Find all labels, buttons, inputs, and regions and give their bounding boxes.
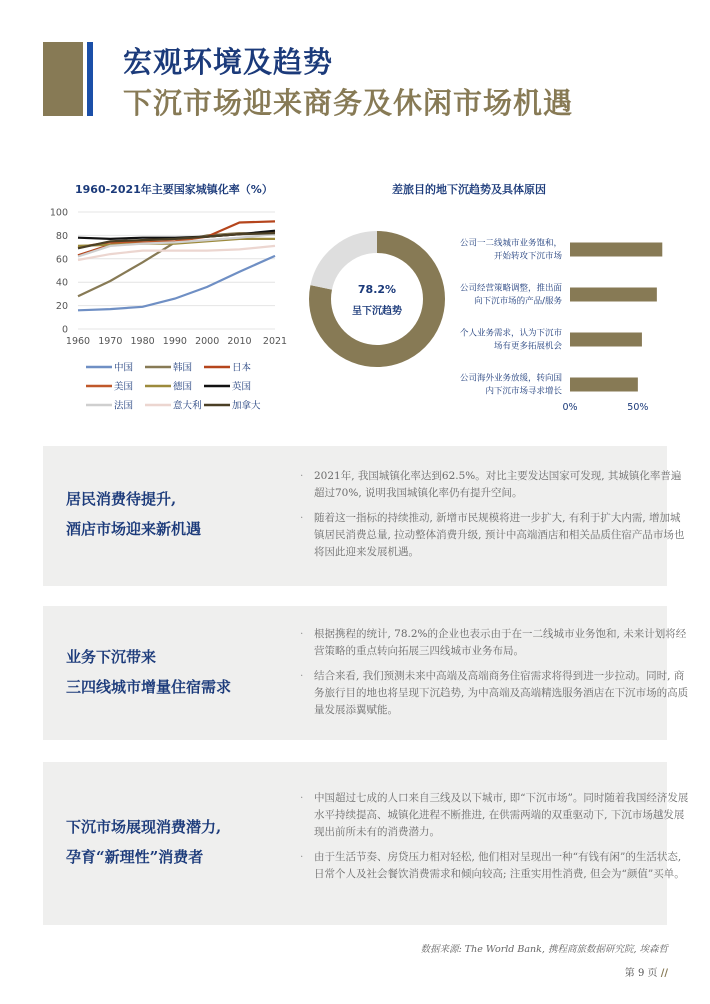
series-line (78, 246, 275, 260)
panel-bullet: · 随着这一指标的持续推动, 新增市民规模将进一步扩大, 有利于扩大内需, 增加城镇居民消费总量, 拉动整体消费升级, 预计中高端酒店和相关品质住宿产品市场也将因此迎来发展机遇。 (300, 510, 690, 561)
page-number-text: 第 9 页 (624, 968, 658, 979)
x-tick-label: 1980 (130, 336, 155, 347)
x-tick-label: 1960 (65, 336, 91, 347)
panel-heading-line: 居民消费待提升, (66, 490, 177, 508)
panel-bullet: · 根据携程的统计, 78.2%的企业也表示由于在一二线城市业务饱和, 未来计划将经营策略的重点转向拓展三四线城市业务布局。 (300, 626, 690, 660)
legend-label: 韩国 (173, 362, 193, 374)
panel-body (300, 626, 690, 727)
bar-category-label: 开始转攻下沉市场 (493, 251, 562, 262)
panel-bullet: · 结合来看, 我们预测未来中高端及高端商务住宿需求将得到进一步拉动。同时, 商务旅行目的地也将呈现下沉趋势, 为中高端及高端精选服务酒店在下沉市场的高质量发展添翼赋能。 (300, 668, 690, 719)
panel-heading-line: 下沉市场展现消费潜力, (66, 818, 222, 836)
bar-category-label: 公司海外业务放缓，转向国 (459, 373, 562, 384)
panel-bullet: · 2021年, 我国城镇化率达到62.5%。对比主要发达国家可发现, 其城镇化率普遍超过70%, 说明我国城镇化率仍有提升空间。 (300, 468, 690, 502)
legend-label: 美国 (114, 381, 134, 393)
bar-category-label: 个人业务需求，认为下沉市 (459, 328, 562, 339)
panel-heading-line: 酒店市场迎来新机遇 (66, 520, 202, 538)
legend-label: 中国 (114, 362, 134, 374)
panel-sinking-market (43, 762, 689, 925)
page-title: 宏观环境及趋势 (123, 45, 334, 79)
legend-label: 德国 (173, 381, 193, 393)
panel-heading-line: 孕育“新理性”消费者 (66, 848, 204, 866)
bar (570, 243, 662, 257)
bar (570, 333, 642, 347)
bar (570, 378, 638, 392)
y-tick-label: 40 (55, 277, 68, 289)
donut-chart-title: 差旅目的地下沉趋势及具体原因 (392, 183, 546, 196)
legend-label: 日本 (232, 362, 252, 374)
donut-center-label: 呈下沉趋势 (352, 306, 402, 317)
legend-label: 法国 (114, 400, 134, 412)
bar-category-label: 内下沉市场寻求增长 (485, 386, 562, 397)
x-tick-label: 0% (562, 402, 578, 413)
y-tick-label: 100 (49, 207, 68, 219)
line-chart-title: 1960-2021年主要国家城镇化率（%） (75, 183, 273, 196)
x-tick-label: 1990 (162, 336, 187, 347)
panel-heading (66, 812, 221, 872)
page-subtitle: 下沉市场迎来商务及休闲市场机遇 (123, 86, 574, 120)
y-tick-label: 60 (55, 254, 68, 266)
x-tick-label: 2000 (195, 336, 220, 347)
panel-bullet: · 由于生活节奏、房贷压力相对轻松, 他们相对呈现出一种“有钱有闲”的生活状态, 日常个人及社会餐饮消费需求和倾向较高; 注重实用性消费, 但会为“颜值”买单。 (300, 849, 690, 883)
data-source-note: 数据来源: The World Bank, 携程商旅数据研究院, 埃森哲 (420, 944, 668, 955)
header-accent-stripe (87, 42, 93, 116)
panel-body (300, 790, 690, 891)
x-tick-label: 2010 (227, 336, 252, 347)
x-tick-label: 50% (627, 402, 649, 413)
panel-heading (66, 642, 231, 702)
bar-category-label: 公司经营策略调整，推出面 (459, 283, 562, 294)
page-number (625, 964, 668, 979)
y-tick-label: 20 (55, 301, 68, 313)
panel-heading-line: 三四线城市增量住宿需求 (66, 678, 232, 696)
bar-category-label: 场有更多拓展机会 (493, 341, 562, 352)
y-tick-label: 80 (55, 230, 68, 242)
panel-heading-line: 业务下沉带来 (66, 648, 157, 666)
x-tick-label: 2021 (262, 336, 288, 347)
bar-category-label: 公司一二线城市业务饱和， (459, 238, 562, 249)
panel-heading (66, 484, 201, 544)
x-tick-label: 1970 (98, 336, 123, 347)
panel-consumption (43, 446, 685, 586)
header-accent-bar (43, 42, 83, 116)
bar (570, 288, 657, 302)
y-tick-label: 0 (61, 324, 68, 336)
donut-center-value: 78.2% (357, 283, 397, 296)
panel-bullet: · 中国超过七成的人口来自三线及以下城市, 即“下沉市场”。同时随着我国经济发展水平持续提高、城镇化进程不断推进, 在供需两端的双重驱动下, 下沉市场越发展现出前所未有的消费潜力。 (300, 790, 690, 841)
panel-body (300, 468, 690, 569)
legend-label: 意大利 (173, 400, 202, 412)
legend-label: 加拿大 (232, 400, 261, 412)
bar-category-label: 向下沉市场的产品/服务 (474, 296, 562, 307)
donut-chart (302, 224, 452, 374)
bar-chart (440, 215, 670, 415)
line-chart (40, 200, 290, 420)
legend-label: 英国 (232, 381, 252, 393)
page-slash-mark: // (660, 968, 668, 979)
panel-business-sinking (43, 606, 689, 740)
